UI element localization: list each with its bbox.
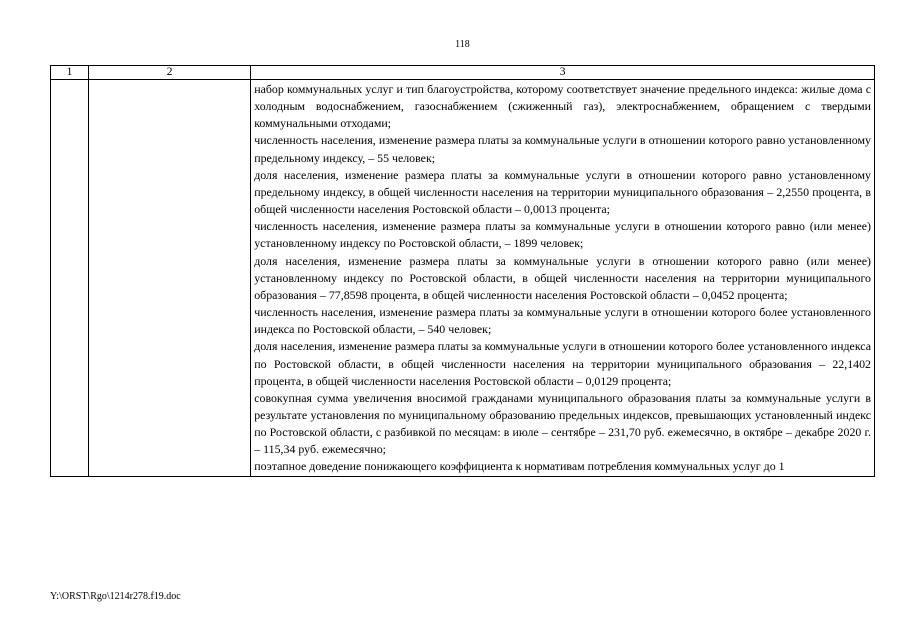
table-cell-col3 (251, 80, 875, 477)
paragraph-coefficient: поэтапное доведение понижающего коэффициента к нормативам потребления коммунальных услуг до 1 (254, 459, 785, 474)
paragraph-population-equal-or-less-regional: численность населения, изменение размера платы за коммунальные услуги в отношении которого равно (или менее) установленному индексу по Ростовской области, – 1899 человек; (254, 219, 871, 251)
paragraph-population-above-regional: численность населения, изменение размера платы за коммунальные услуги в отношении которого более установленного индекса по Ростовской области, – 540 человек; (254, 305, 871, 337)
table-header-row (51, 66, 875, 80)
footer-file-path: Y:\ORST\Rgo\1214r278.f19.doc (50, 591, 181, 602)
column-header-3: 3 (251, 66, 875, 80)
column-header-2: 2 (89, 66, 251, 80)
paragraph-total-payment-increase: совокупная сумма увеличения вносимой гражданами муниципального образования платы за коммунальные услуги в результате установления по муниципальному образованию предельных индексов, превышающих установленный индекс по Ростовской области, с разбивкой по месяцам: в июле – сентябре – 231,70 руб. ежемесячно, в октябре – декабре 2020 г. – 115,34 руб. ежемесячно; (254, 390, 871, 457)
document-table (50, 65, 875, 477)
table-cell-col1 (51, 80, 89, 477)
paragraph-population-equal-limit: численность населения, изменение размера платы за коммунальные услуги в отношении которого равно установленному предельному индексу, – 55 человек; (254, 133, 871, 165)
table-row (51, 80, 875, 477)
paragraph-utility-set: набор коммунальных услуг и тип благоустройства, которому соответствует значение предельного индекса: жилые дома с холодным водоснабжением, газоснабжением (сжиженный газ), электроснабжением, обращением с твердыми коммунальными отходами; (254, 82, 871, 131)
column-header-1: 1 (51, 66, 89, 80)
paragraph-share-equal-or-less-regional: доля населения, изменение размера платы за коммунальные услуги в отношении которого равно (или менее) установленному индексу по Ростовской области, в общей численности населения на территории муниципального образования – 77,8598 процента, в общей численности населения Ростовской области – 0,0452 процента; (254, 253, 871, 302)
page-number: 118 (455, 39, 470, 50)
table-cell-col2 (89, 80, 251, 477)
paragraph-share-equal-limit: доля населения, изменение размера платы за коммунальные услуги в отношении которого равно установленному предельному индексу, в общей численности населения на территории муниципального образования – 2,2550 процента, в общей численности населения Ростовской области – 0,0013 процента; (254, 167, 871, 217)
paragraph-share-above-regional: доля населения, изменение размера платы за коммунальные услуги в отношении которого более установленного индекса по Ростовской области, в общей численности населения на территории муниципального образования – 22,1402 процента, в общей численности населения Ростовской области – 0,0129 процента; (254, 339, 871, 388)
